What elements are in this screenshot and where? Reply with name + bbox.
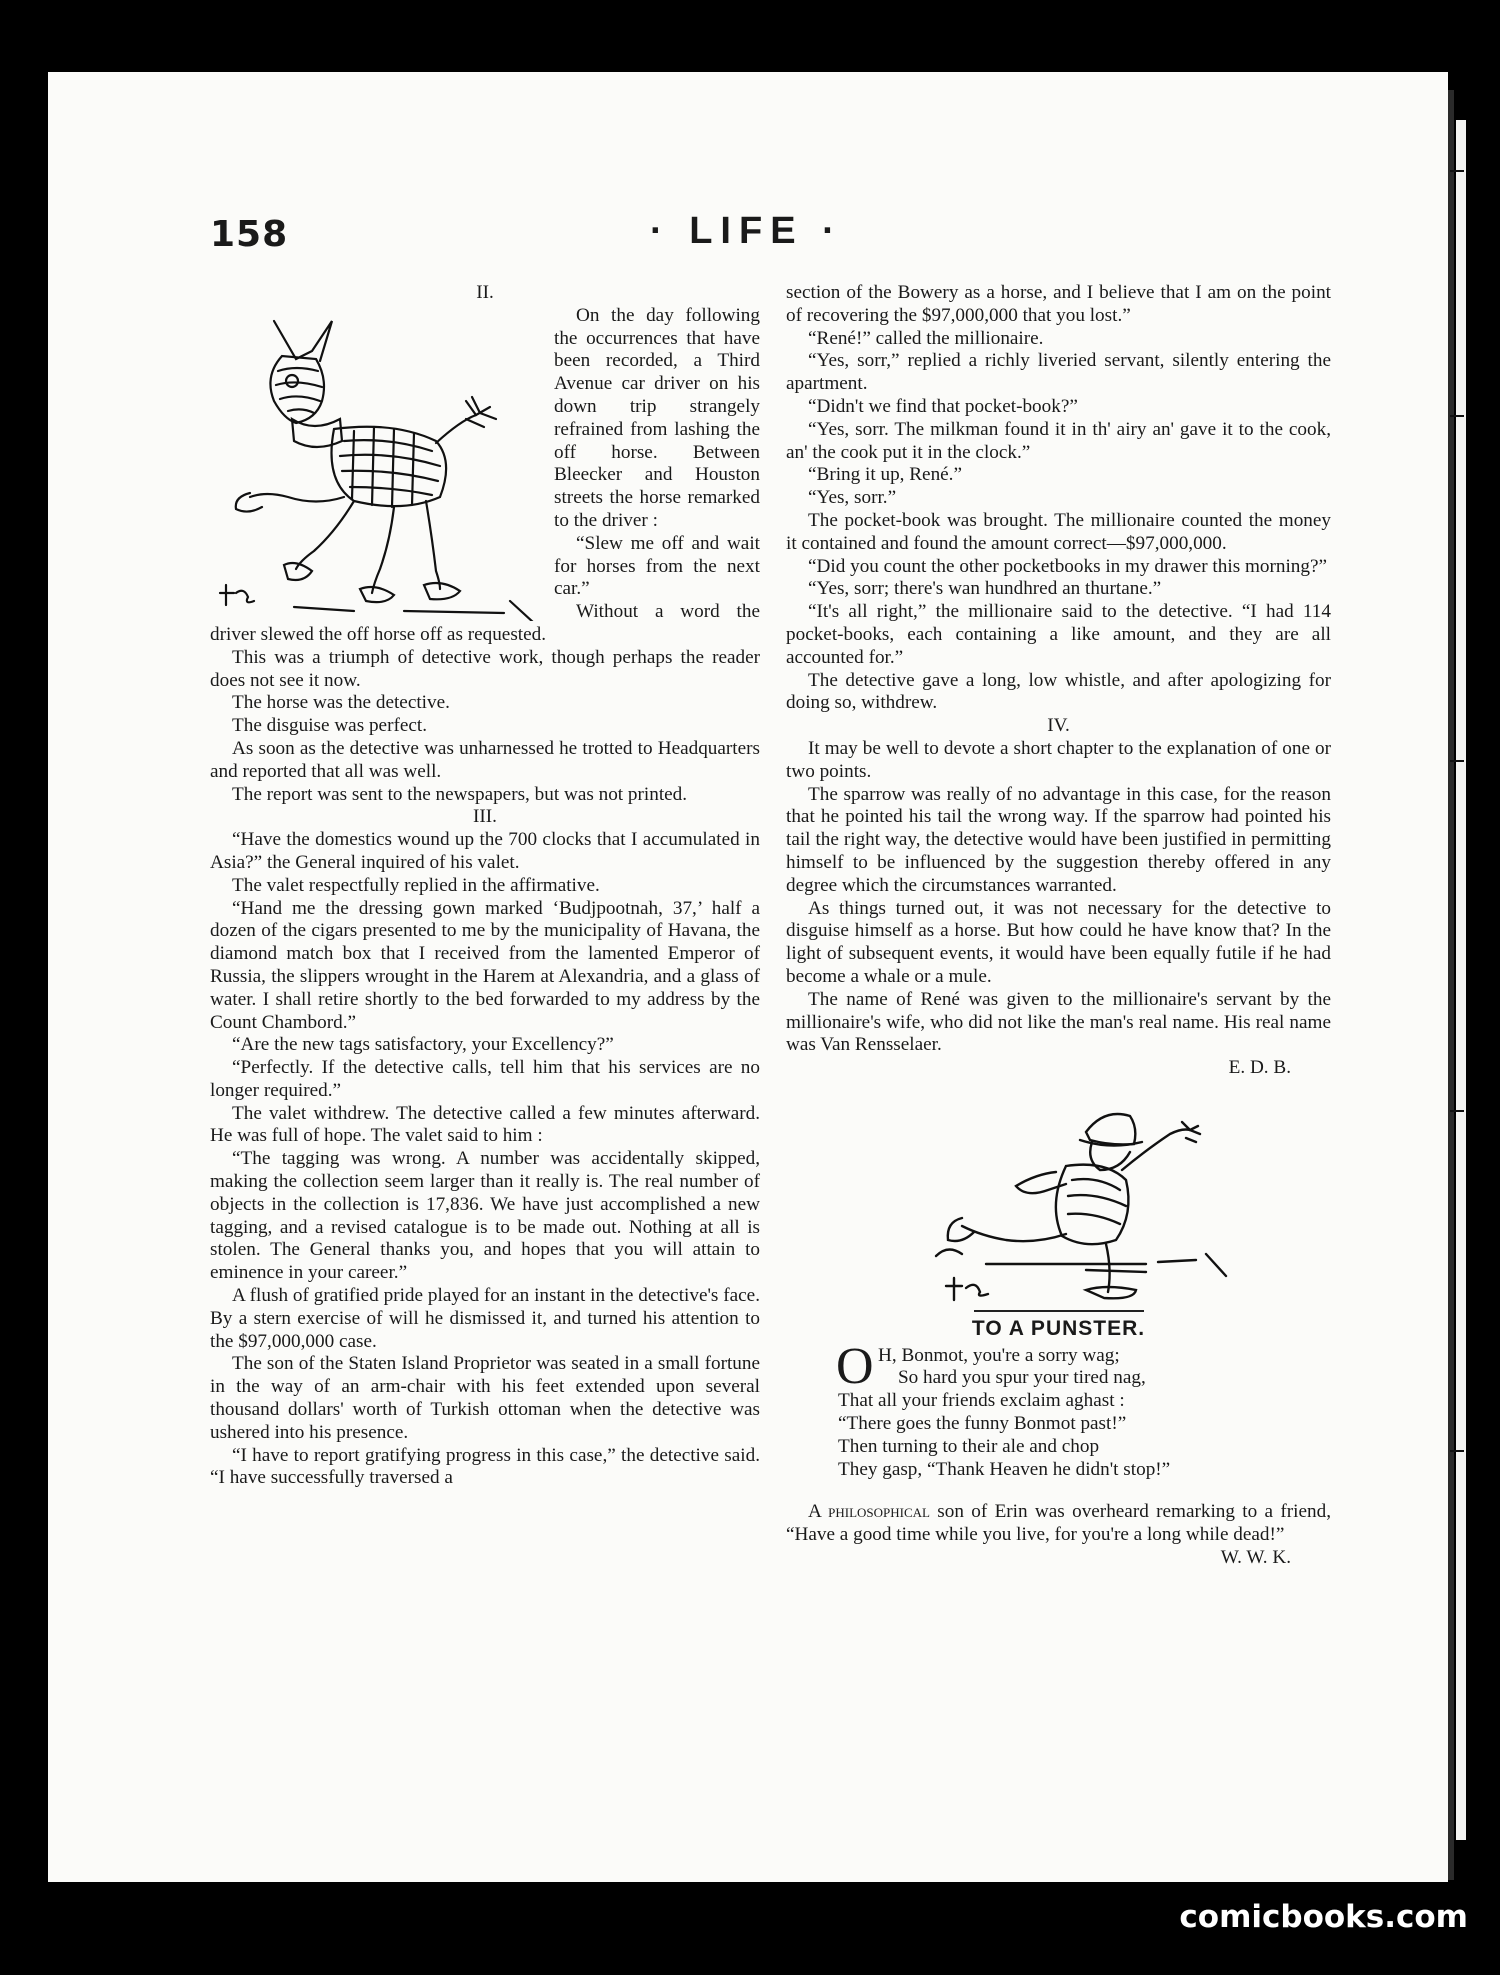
poem-line: They gasp, “Thank Heaven he didn't stop!” [838, 1458, 1171, 1480]
paragraph: “Bring it up, René.” [808, 464, 962, 486]
paragraph: “Didn't we find that pocket-book?” [808, 395, 1078, 417]
title-rule [974, 1310, 1144, 1312]
poem-line: That all your friends exclaim aghast : [838, 1390, 1125, 1412]
poem-line: H, Bonmot, you're a sorry wag; [878, 1344, 1120, 1366]
author-signature: E. D. B. [1228, 1057, 1291, 1079]
poem-drop-cap: O [836, 1337, 874, 1395]
page-number: 158 [210, 214, 289, 255]
edge-tick [1450, 1450, 1464, 1452]
paragraph: The valet respectfully replied in the affirmative. [232, 874, 600, 896]
paragraph: “It's all right,” the millionaire said to the detective. “I had 114 pocket-books, each containing a like amount, and they are all accounted for.” [786, 601, 1331, 668]
paragraph: The horse was the detective. [232, 692, 450, 714]
opening-paragraph: On the day following the occurrences that have been recorded, a Third Avenue car driver on his down trip strangely refrained from lashing the off horse. Between Bleecker and Houston streets the horse remarked to the driver : [554, 304, 760, 531]
paragraph: As things turned out, it was not necessary for the detective to disguise himself as a horse. But how could he have know that? In the light of subsequent events, it would have been equally futile if he had become a whale or a mule. [786, 897, 1331, 987]
paragraph: The report was sent to the newspapers, but was not printed. [232, 783, 688, 805]
paragraph: “Slew me off and wait for horses from the next car.” [554, 532, 760, 600]
paragraph: The valet withdrew. The detective called a few minutes afterward. He was full of hope. The valet said to him : [210, 1102, 760, 1147]
paragraph: “Did you count the other pocketbooks in my drawer this morning?” [808, 555, 1328, 577]
paragraph: A flush of gratified pride played for an instant in the detective's face. By a stern exercise of will he dismissed it, and turned his attention to the $97,000,000 case. [210, 1285, 760, 1352]
horse-detective-illustration [204, 301, 544, 621]
next-page-edge [1448, 90, 1454, 1880]
poem-line: “There goes the funny Bonmot past!” [838, 1413, 1127, 1435]
paragraph: The son of the Staten Island Proprietor was seated in a small fortune in the way of an arm-chair with his feet extended upon several thousand dollars' worth of Turkish ottoman when the detective was ushered into his presence. [210, 1353, 760, 1443]
edge-tick [1450, 760, 1464, 762]
paragraph: “Yes, sorr.” [808, 487, 897, 509]
section-heading-iii: III. [473, 806, 497, 828]
paragraph: section of the Bowery as a horse, and I believe that I am on the point of recovering the $97,000,000 that you lost.” [786, 282, 1331, 326]
paragraph: The sparrow was really of no advantage in this case, for the reason that he pointed his tail the wrong way. If the sparrow had pointed his tail the right way, the detective would have been justified in permitting himself to be influenced by the suggestion thereby offered in any degree which the circumstances warranted. [786, 783, 1331, 896]
paragraph: “Are the new tags satisfactory, your Excellency?” [232, 1034, 614, 1056]
anecdote-signature: W. W. K. [1220, 1547, 1291, 1569]
paragraph: It may be well to devote a short chapter to the explanation of one or two points. [786, 737, 1331, 782]
paragraph: The detective gave a long, low whistle, and after apologizing for doing so, withdrew. [786, 669, 1331, 714]
left-column [210, 282, 760, 1490]
next-page-sliver [1456, 120, 1466, 1840]
paragraph: The disguise was perfect. [232, 715, 428, 737]
paragraph: “Hand me the dressing gown marked ‘Budjpootnah, 37,’ half a dozen of the cigars presented to me by the municipality of Havana, the diamond match box that I received from the lamented Emperor of Russia, the slippers wrought in the Harem at Alexandria, and a glass of water. I shall retire shortly to the bed forwarded to my address by the Count Chambord.” [210, 897, 760, 1033]
edge-tick [1450, 415, 1464, 417]
paragraph: “The tagging was wrong. A number was accidentally skipped, making the collection seem larger than it really is. The real number of objects in the collection is 17,836. We have just accomplished a new tagging, and a revised catalogue is to be made out. Nothing at all is stolen. The General thanks you, and hopes that you will attain to eminence in your career.” [210, 1148, 760, 1284]
section-heading-ii: II. [476, 282, 494, 303]
paragraph: “I have to report gratifying progress in this case,” the detective said. “I have successfully traversed a [210, 1444, 760, 1489]
edge-tick [1450, 1110, 1464, 1112]
poem-line: Then turning to their ale and chop [838, 1435, 1100, 1457]
paragraph: The pocket-book was brought. The millionaire counted the money it contained and found the amount correct—$97,000,000. [786, 509, 1331, 554]
right-column [786, 282, 1331, 1570]
paragraph: “Perfectly. If the detective calls, tell him that his services are no longer required.” [210, 1057, 760, 1101]
anecdote-lead: A philosophical [808, 1501, 930, 1523]
section-heading-iv: IV. [1047, 715, 1070, 737]
source-watermark: comicbooks.com [1179, 1899, 1468, 1935]
masthead-title: · LIFE · [650, 210, 843, 252]
anecdote-text: son of Erin was overheard remarking to a friend, “Have a good time while you live, for you're a long while dead!” [786, 1501, 1331, 1546]
paragraph: Without a word the driver slewed the off horse off as requested. [210, 601, 760, 645]
paragraph: “Yes, sorr; there's wan hundhred an thurtane.” [808, 578, 1162, 600]
poem-title: TO A PUNSTER. [971, 1316, 1146, 1340]
poem-line: So hard you spur your tired nag, [898, 1367, 1146, 1389]
running-man-illustration [786, 1094, 1331, 1304]
paragraph: “Have the domestics wound up the 700 clocks that I accumulated in Asia?” the General inquired of his valet. [210, 829, 760, 873]
paragraph: As soon as the detective was unharnessed he trotted to Headquarters and reported that all was well. [210, 737, 760, 782]
paragraph: “René!” called the millionaire. [808, 327, 1044, 349]
paragraph: “Yes, sorr,” replied a richly liveried servant, silently entering the apartment. [786, 350, 1331, 395]
poem [836, 1337, 1331, 1482]
paragraph: “Yes, sorr. The milkman found it in th' airy an' gave it to the cook, an' the cook put it in the clock.” [786, 418, 1331, 463]
paragraph: This was a triumph of detective work, though perhaps the reader does not see it now. [210, 646, 760, 691]
paragraph: The name of René was given to the millionaire's servant by the millionaire's wife, who did not like the man's real name. His real name was Van Rensselaer. [786, 988, 1331, 1056]
anecdote-paragraph [786, 1501, 1331, 1547]
edge-tick [1450, 170, 1464, 172]
